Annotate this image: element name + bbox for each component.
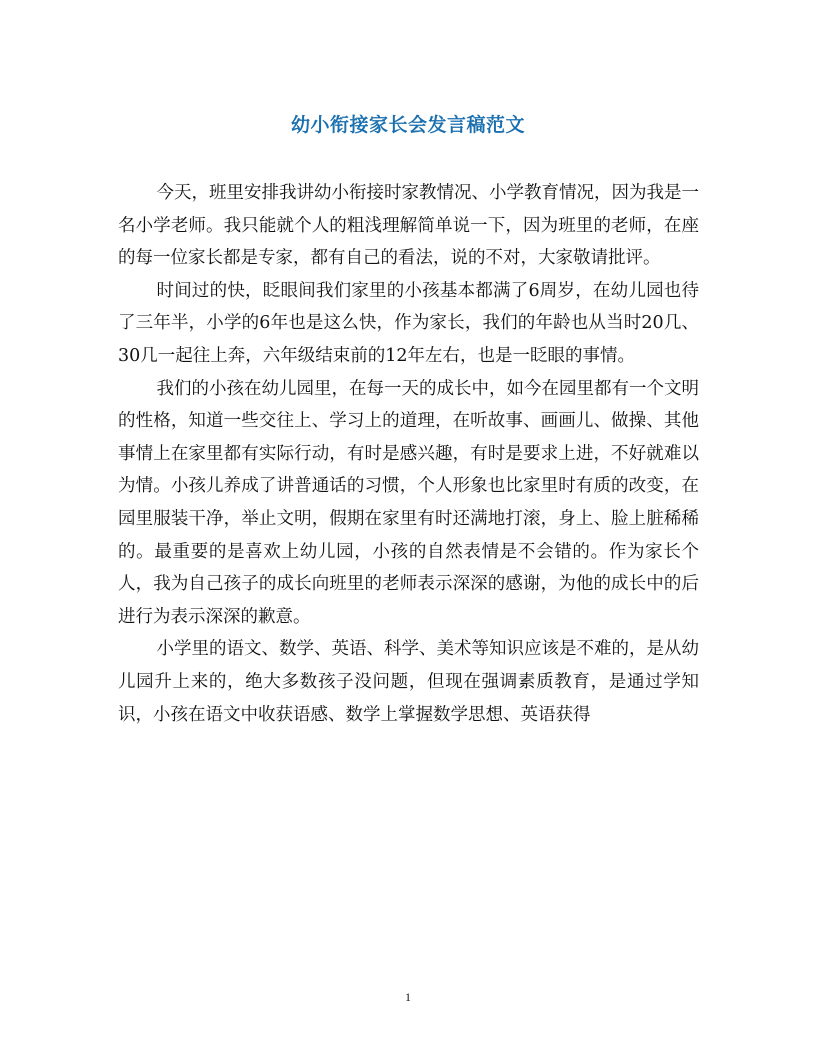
paragraph-2: 时间过的快，眨眼间我们家里的小孩基本都满了6周岁，在幼儿园也待了三年半，小学的6年也是这么快，作为家长，我们的年龄也从当时20几、30几一起往上奔，六年级结束前的12年左右，也是一眨眼的事情。	[118, 280, 699, 366]
document-body	[118, 177, 699, 731]
paragraph-4: 小学里的语文、数学、英语、科学、美术等知识应该是不难的，是从幼儿园升上来的，绝大多数孩子没问题，但现在强调素质教育，是通过学知识，小孩在语文中收获语感、数学上掌握数学思想、英语获得	[118, 639, 699, 725]
paragraph-1: 今天，班里安排我讲幼小衔接时家教情况、小学教育情况，因为我是一名小学老师。我只能就个人的粗浅理解简单说一下，因为班里的老师，在座的每一位家长都是专家，都有自己的看法，说的不对，大家敬请批评。	[118, 183, 699, 269]
page-number: 1	[405, 990, 411, 1004]
document-title: 幼小衔接家长会发言稿范文	[290, 114, 525, 136]
paragraph-3: 我们的小孩在幼儿园里，在每一天的成长中，如今在园里都有一个文明的性格，知道一些交往上、学习上的道理，在听故事、画画儿、做操、其他事情上在家里都有实际行动，有时是感兴趣，有时是要求上进，不好就难以为情。小孩儿养成了讲普通话的习惯，个人形象也比家里时有质的改变，在园里服装干净，举止文明，假期在家里有时还满地打滚，身上、脸上脏稀稀的。最重要的是喜欢上幼儿园，小孩的自然表情是不会错的。作为家长个人，我为自己孩子的成长向班里的老师表示深深的感谢，为他的成长中的后进行为表示深深的歉意。	[118, 378, 699, 627]
